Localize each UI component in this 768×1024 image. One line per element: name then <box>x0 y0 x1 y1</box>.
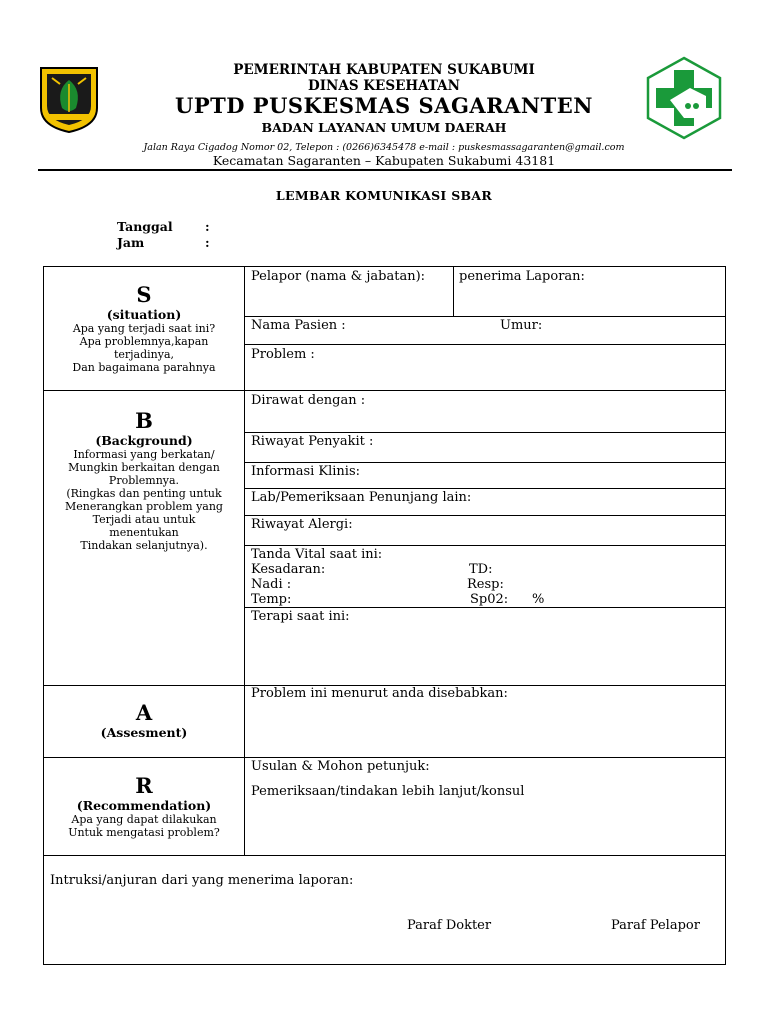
section-name-b: (Background) <box>95 433 193 448</box>
section-assessment <box>44 701 244 740</box>
clinical-info-field[interactable]: Informasi Klinis: <box>251 464 361 479</box>
section-name-a: (Assesment) <box>100 725 188 740</box>
section-letter-b: B <box>135 408 153 433</box>
reporter-signature[interactable]: Paraf Pelapor <box>611 918 700 933</box>
section-desc-line: Tindakan selanjutnya). <box>80 539 208 552</box>
proposal-field[interactable]: Usulan & Mohon petunjuk: <box>251 759 430 774</box>
section-name-r: (Recommendation) <box>76 798 212 813</box>
section-divider-a <box>44 757 725 758</box>
current-therapy-field[interactable]: Terapi saat ini: <box>251 609 350 624</box>
government-name: PEMERINTAH KABUPATEN SUKABUMI <box>233 62 535 78</box>
section-desc-line: Apa yang dapat dilakukan <box>71 813 217 826</box>
section-desc-line: Terjadi atau untuk <box>92 513 196 526</box>
address-line: Jalan Raya Cigadog Nomor 02, Telepon : (0266)6345478 e-mail : puskesmassagaranten@gmail.com <box>143 142 625 153</box>
row-line <box>244 316 725 317</box>
section-background <box>44 409 244 552</box>
section-desc-line: Problemnya. <box>108 474 180 487</box>
section-desc-line: terjadinya, <box>113 348 175 361</box>
row-line <box>244 545 725 546</box>
doctor-signature[interactable]: Paraf Dokter <box>407 918 492 933</box>
time-field[interactable] <box>117 235 210 250</box>
reporter-field[interactable]: Pelapor (nama & jabatan): <box>251 269 426 284</box>
pulse-field[interactable]: Nadi : <box>251 577 292 592</box>
assessment-cause-field[interactable]: Problem ini menurut anda disebabkan: <box>251 686 508 701</box>
section-desc-line: Dan bagaimana parahnya <box>72 361 216 374</box>
section-desc-line: (Ringkas dan penting untuk <box>66 487 222 500</box>
consciousness-field[interactable]: Kesadaran: <box>251 562 326 577</box>
medical-history-field[interactable]: Riwayat Penyakit : <box>251 434 374 449</box>
spo2-unit: % <box>532 592 545 607</box>
section-letter-r: R <box>135 773 153 798</box>
date-colon: : <box>205 219 210 234</box>
problem-field[interactable]: Problem : <box>251 347 315 362</box>
row-line <box>244 515 725 516</box>
lab-field[interactable]: Lab/Pemeriksaan Penunjang lain: <box>251 490 472 505</box>
patient-name-field[interactable]: Nama Pasien : <box>251 318 346 333</box>
row-line <box>244 344 725 345</box>
allergy-field[interactable]: Riwayat Alergi: <box>251 517 353 532</box>
institution-title: UPTD PUSKESMAS SAGARANTEN <box>175 93 593 118</box>
time-label: Jam <box>117 235 145 250</box>
treated-with-field[interactable]: Dirawat dengan : <box>251 393 366 408</box>
section-desc-line: Informasi yang berkatan/ <box>73 448 215 461</box>
section-desc-line: Apa yang terjadi saat ini? <box>72 322 216 335</box>
agency-name: DINAS KESEHATAN <box>308 78 460 94</box>
date-label: Tanggal <box>117 219 173 234</box>
blood-pressure-field[interactable]: TD: <box>469 562 493 577</box>
age-field[interactable]: Umur: <box>500 318 543 333</box>
section-divider-r <box>44 855 725 856</box>
section-desc-line: Apa problemnya,kapan <box>79 335 209 348</box>
document-title: LEMBAR KOMUNIKASI SBAR <box>275 188 493 203</box>
time-colon: : <box>205 235 210 250</box>
spo2-field[interactable]: Sp02: <box>470 592 509 607</box>
vital-signs-label: Tanda Vital saat ini: <box>251 547 383 562</box>
reporter-divider <box>453 267 454 316</box>
district-line: Kecamatan Sagaranten – Kabupaten Sukabumi 43181 <box>212 153 556 168</box>
sbar-form <box>43 266 726 965</box>
section-desc-line: menentukan <box>109 526 179 539</box>
section-desc-line: Untuk mengatasi problem? <box>68 826 220 839</box>
receiver-field[interactable]: penerima Laporan: <box>459 269 585 284</box>
institution-subtitle: BADAN LAYANAN UMUM DAERAH <box>261 120 507 135</box>
header-divider <box>38 169 732 171</box>
respiration-field[interactable]: Resp: <box>467 577 504 592</box>
further-action-field[interactable]: Pemeriksaan/tindakan lebih lanjut/konsul <box>251 784 525 799</box>
temperature-field[interactable]: Temp: <box>251 592 292 607</box>
row-line <box>244 462 725 463</box>
instruction-field[interactable]: Intruksi/anjuran dari yang menerima laporan: <box>50 873 354 888</box>
section-letter-a: A <box>135 700 153 725</box>
column-divider <box>244 267 245 855</box>
section-recommendation <box>44 774 244 839</box>
section-desc-line: Mungkin berkaitan dengan <box>68 461 220 474</box>
section-situation <box>44 283 244 374</box>
row-line <box>244 607 725 608</box>
section-name-s: (situation) <box>106 307 182 322</box>
row-line <box>244 432 725 433</box>
section-divider-s <box>44 390 725 391</box>
row-line <box>244 488 725 489</box>
date-field[interactable] <box>117 219 210 234</box>
section-letter-s: S <box>136 282 152 307</box>
section-desc-line: Menerangkan problem yang <box>65 500 223 513</box>
